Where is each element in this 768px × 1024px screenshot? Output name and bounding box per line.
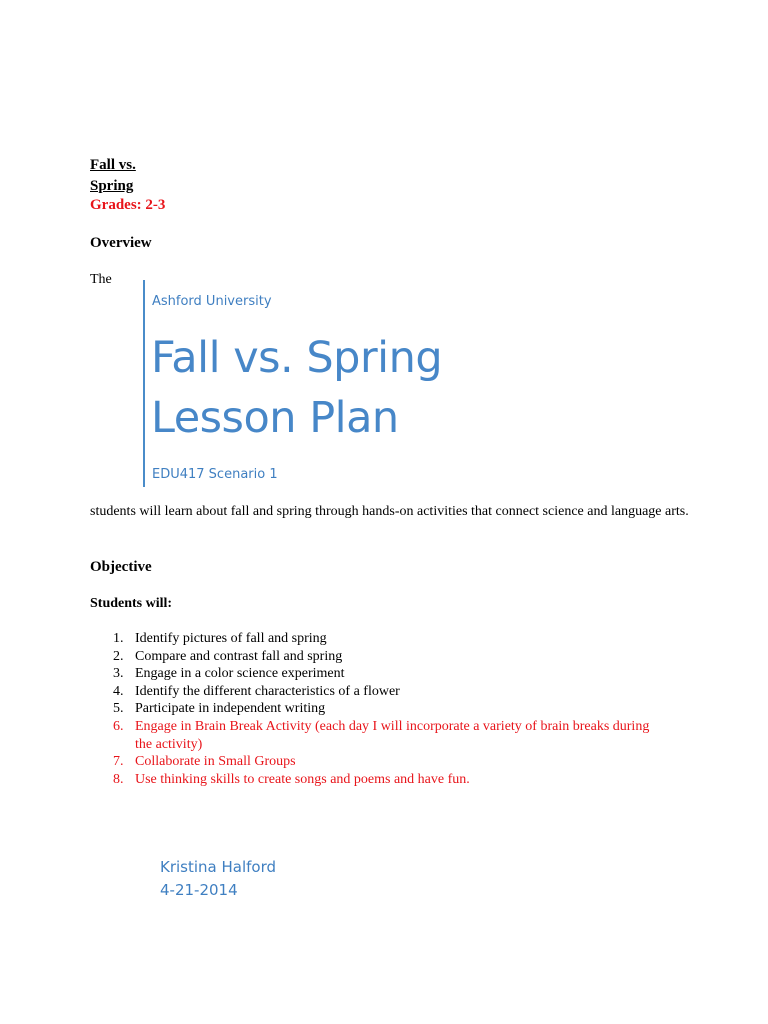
cover-divider-rule <box>143 280 145 487</box>
lesson-title-line-1: Fall vs. <box>90 157 136 173</box>
list-item <box>90 665 690 683</box>
list-item-text: Participate in independent writing <box>135 701 326 717</box>
list-item <box>90 718 690 753</box>
objective-list <box>90 630 690 788</box>
cover-title-line-1: Fall vs. Spring <box>151 333 443 383</box>
list-item <box>90 683 690 701</box>
list-item-number: 8. <box>113 771 124 787</box>
cover-subtitle: EDU417 Scenario 1 <box>152 467 278 482</box>
list-item-text: Use thinking skills to create songs and poems and have fun. <box>135 771 470 787</box>
overview-heading: Overview <box>90 235 152 251</box>
students-will-label: Students will: <box>90 596 173 611</box>
list-item <box>90 700 690 718</box>
list-item-number: 6. <box>113 718 124 734</box>
objective-heading: Objective <box>90 559 152 575</box>
list-item-text: Identify the different characteristics of a flower <box>135 683 400 699</box>
list-item-text: Engage in Brain Break Activity (each day I will incorporate a variety of brain breaks during the activity) <box>135 718 650 752</box>
list-item-number: 5. <box>113 701 124 717</box>
overview-paragraph: students will learn about fall and spring through hands-on activities that connect science and language arts. <box>90 504 689 519</box>
list-item-text: Engage in a color science experiment <box>135 666 345 682</box>
list-item-text: Identify pictures of fall and spring <box>135 631 327 646</box>
author-block <box>160 856 276 902</box>
list-item-number: 3. <box>113 666 124 682</box>
cover-title-line-2: Lesson Plan <box>151 393 399 443</box>
list-item-number: 4. <box>113 683 124 699</box>
list-item <box>90 753 690 771</box>
list-item <box>90 630 690 648</box>
list-item-number: 7. <box>113 754 124 770</box>
overview-lead-word: The <box>90 272 112 287</box>
list-item-text: Collaborate in Small Groups <box>135 754 296 770</box>
author-name: Kristina Halford <box>160 858 277 876</box>
grades-label: Grades: 2-3 <box>90 197 166 213</box>
cover-organization: Ashford University <box>152 294 272 309</box>
author-date: 4-21-2014 <box>160 881 238 899</box>
list-item <box>90 771 690 789</box>
list-item <box>90 648 690 666</box>
list-item-text: Compare and contrast fall and spring <box>135 648 343 664</box>
lesson-title-line-2: Spring <box>90 178 134 194</box>
cover-title <box>151 328 442 448</box>
list-item-number: 2. <box>113 648 124 664</box>
list-item-number: 1. <box>113 631 124 646</box>
